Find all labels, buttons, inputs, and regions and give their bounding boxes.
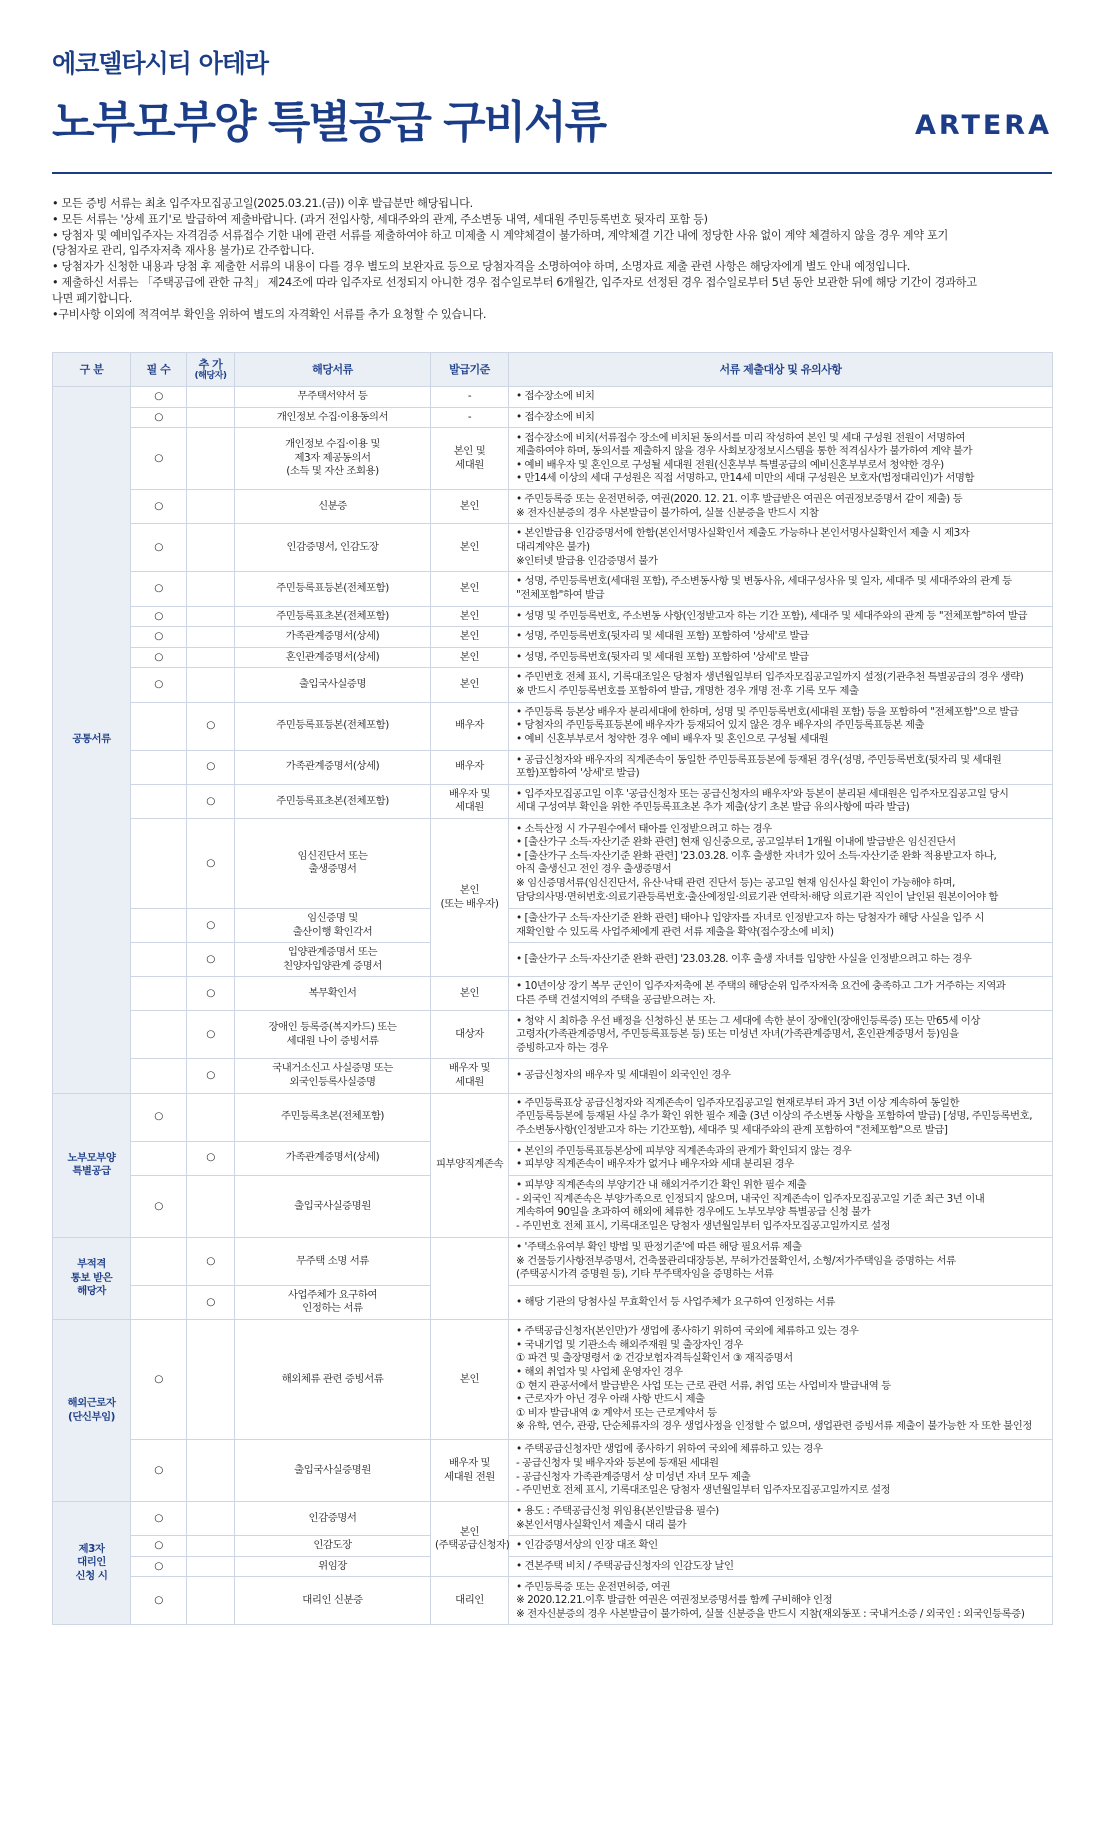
document-name: 장애인 등록증(복지카드) 또는 세대원 나이 증빙서류 [235,1011,431,1059]
additional-mark: ○ [187,750,235,784]
required-mark [131,977,187,1011]
additional-mark: ○ [187,977,235,1011]
page-subtitle: 에코델타시티 아테라 [52,49,269,78]
document-notes: • 입주자모집공고일 이후 '공급신청자 또는 공급신청자의 배우자'와 등본이 분리된 세대원은 입주자모집공고일 당시 세대 구성여부 확인을 위한 주민등록표초본 추가 제출(상기 초본 발급 유의사항에 따라 발급) [509,784,1053,818]
document-notes: • 주택공급신청자만 생업에 종사하기 위하여 국외에 체류하고 있는 경우 - 공급신청자 및 배우자와 등본에 등재된 세대원 - 공급신청자 가족관계증명서 상 미성년 자녀 모두 제출 - 주민번호 전체 표시, 기록대조일은 당첨자 생년월일부터 입주자모집공고일까지로 설정 [509,1440,1053,1502]
required-mark [131,1011,187,1059]
table-row [53,1556,1053,1577]
notice-item: • 모든 서류는 '상세 표기'로 발급하여 제출바랍니다. (과거 전입사항, 세대주와의 관계, 주소변동 내역, 세대원 주민등록번호 뒷자리 포함 등) [52,212,708,226]
document-notes: • 청약 시 최하층 우선 배정을 신청하신 분 또는 그 세대에 속한 분이 장애인(장애인등록증) 또는 만65세 이상 고령자(가족관계증명서, 주민등록표등본 등) 또는 미성년 자녀(가족관계증명서, 혼인관계증명서 등)임을 증빙하고자 하는 경우 [509,1011,1053,1059]
additional-mark [187,627,235,648]
header-standard: 발급기준 [431,353,509,387]
document-name: 주민등록표등본(전체포함) [235,702,431,750]
document-notes: • [출산가구 소득·자산기준 완화 관련] 태아나 입양자를 자녀로 인정받고자 하는 당첨자가 해당 사실을 입주 시 재확인할 수 있도록 사업주체에게 관련 서류 제출을 확약(접수장소에 비치) [509,908,1053,942]
required-mark [131,1237,187,1285]
header-category: 구 분 [53,353,131,387]
document-name: 복무확인서 [235,977,431,1011]
required-mark: ○ [131,490,187,524]
table-row [53,1093,1053,1141]
required-mark [131,818,187,908]
document-notes: • 접수장소에 비치 [509,387,1053,408]
header-notes: 서류 제출대상 및 유의사항 [509,353,1053,387]
table-row [53,627,1053,648]
table-row [53,572,1053,606]
issue-standard: 본인 [431,490,509,524]
table-row [53,524,1053,572]
document-name: 입양관계증명서 또는 친양자입양관계 증명서 [235,943,431,977]
additional-mark [187,1536,235,1557]
required-mark: ○ [131,627,187,648]
additional-mark: ○ [187,943,235,977]
issue-standard: - [431,407,509,428]
additional-mark: ○ [187,784,235,818]
table-row [53,977,1053,1011]
document-name: 가족관계증명서(상세) [235,750,431,784]
issue-standard: 배우자 및 세대원 전원 [431,1440,509,1502]
table-row [53,606,1053,627]
notice-item: • 제출하신 서류는 「주택공급에 관한 규칙」 제24조에 따라 입주자로 선정되지 아니한 경우 접수일로부터 6개월간, 입주자로 선정된 경우 접수일로부터 5년 동안 보관한 뒤에 해당 기간이 경과하고 [52,275,977,289]
document-name: 인감증명서 [235,1502,431,1536]
document-name: 주민등록표초본(전체포함) [235,606,431,627]
document-notes: • 공급신청자와 배우자의 직계존속이 동일한 주민등록표등본에 등재된 경우(성명, 주민등록번호(뒷자리 및 세대원 포함)포함하여 '상세'로 발급) [509,750,1053,784]
issue-standard: 본인 [431,627,509,648]
table-row [53,407,1053,428]
document-name: 개인정보 수집·이용 및 제3자 제공동의서 (소득 및 자산 조회용) [235,428,431,490]
table-row [53,1141,1053,1175]
document-notes: • 인감증명서상의 인장 대조 확인 [509,1536,1053,1557]
document-name: 무주택서약서 등 [235,387,431,408]
table-row [53,647,1053,668]
additional-mark [187,387,235,408]
document-notes: • 본인발급용 인감증명서에 한함(본인서명사실확인서 제출도 가능하나 본인서명사실확인서 제출 시 제3자 대리계약은 불가) ※인터넷 발급용 인감증명서 불가 [509,524,1053,572]
table-row [53,750,1053,784]
document-notes: • 주민등록증 또는 운전면허증, 여권 ※ 2020.12.21.이후 발급한 여권은 여권정보증명서를 함께 구비해야 인정 ※ 전자신분증의 경우 사본발급이 불가하여, 실물 신분증을 반드시 지참(재외동포 : 국내거소증 / 외국인 : 외국인등록증) [509,1577,1053,1625]
additional-mark [187,524,235,572]
additional-mark [187,1320,235,1440]
document-name: 대리인 신분증 [235,1577,431,1625]
additional-mark: ○ [187,1285,235,1319]
table-row [53,1502,1053,1536]
additional-mark [187,1093,235,1141]
table-row [53,908,1053,942]
table-row [53,1577,1053,1625]
required-mark: ○ [131,407,187,428]
document-notes: • 주민등록 등본상 배우자 분리세대에 한하며, 성명 및 주민등록번호(세대원 포함) 등을 포함하여 "전체포함"으로 발급 • 당첨자의 주민등록표등본에 배우자가 등재되어 있지 않은 경우 배우자의 주민등록표등본 제출 • 예비 신혼부부로서 청약한 경우 예비 배우자 및 혼인으로 구성될 세대원 [509,702,1053,750]
required-mark [131,1059,187,1093]
additional-mark [187,572,235,606]
issue-standard: 본인 및 세대원 [431,428,509,490]
table-row [53,490,1053,524]
required-mark: ○ [131,1440,187,1502]
document-notes: • 주민번호 전체 표시, 기록대조일은 당첨자 생년월일부터 입주자모집공고일까지 설정(기관추천 특별공급의 경우 생략) ※ 반드시 주민등록번호를 포함하여 발급, 개명한 경우 개명 전·후 기록 모두 제출 [509,668,1053,702]
table-row [53,1285,1053,1319]
issue-standard: 본인 (또는 배우자) [431,818,509,976]
required-mark: ○ [131,524,187,572]
table-row [53,702,1053,750]
document-notes: • 해당 기관의 당첨사실 무효확인서 등 사업주체가 요구하여 인정하는 서류 [509,1285,1053,1319]
issue-standard: 본인 [431,668,509,702]
required-mark: ○ [131,1577,187,1625]
document-name: 출입국사실증명원 [235,1440,431,1502]
header-divider [52,172,1052,174]
table-row [53,428,1053,490]
additional-mark [187,1440,235,1502]
table-row [53,1011,1053,1059]
issue-standard: 대상자 [431,1011,509,1059]
document-name: 출입국사실증명원 [235,1175,431,1237]
additional-mark: ○ [187,1011,235,1059]
required-mark: ○ [131,606,187,627]
document-notes: • 용도 : 주택공급신청 위임용(본인발급용 필수) ※본인서명사실확인서 제출시 대리 불가 [509,1502,1053,1536]
additional-mark [187,428,235,490]
additional-mark [187,1556,235,1577]
issue-standard [431,1237,509,1319]
issue-standard: - [431,387,509,408]
table-header-row [53,353,1053,387]
header-additional: 추 가 (해당자) [187,353,235,387]
notice-item: (당첨자로 관리, 입주자저축 재사용 불가)로 간주합니다. [52,244,315,258]
category-parent-support: 노부모부양 특별공급 [53,1093,131,1237]
document-name: 주민등록표초본(전체포함) [235,784,431,818]
required-mark: ○ [131,1175,187,1237]
required-mark: ○ [131,428,187,490]
additional-mark [187,1175,235,1237]
issue-standard: 배우자 [431,702,509,750]
required-mark: ○ [131,647,187,668]
document-name: 인감도장 [235,1536,431,1557]
additional-mark: ○ [187,1141,235,1175]
document-notes: • 접수장소에 비치 [509,407,1053,428]
additional-mark [187,1577,235,1625]
issue-standard: 배우자 및 세대원 [431,1059,509,1093]
required-mark: ○ [131,1556,187,1577]
document-name: 임신진단서 또는 출생증명서 [235,818,431,908]
table-row [53,1175,1053,1237]
table-row [53,668,1053,702]
document-notes: • 피부양 직계존속의 부양기간 내 해외거주기간 확인 위한 필수 제출 - 외국인 직계존속은 부양가족으로 인정되지 않으며, 내국인 직계존속이 입주자모집공고일 기준 최근 3년 이내 계속하여 90일을 초과하여 해외에 체류한 경우에도 노부모부양 특별공급 신청 불가 - 주민번호 전체 표시, 기록대조일은 당첨자 생년월일부터 입주자모집공고일까지로 설정 [509,1175,1053,1237]
additional-mark [187,1502,235,1536]
issue-standard: 본인 [431,524,509,572]
document-notes: • 접수장소에 비치(서류접수 장소에 비치된 동의서를 미리 작성하여 본인 및 세대 구성원 전원이 서명하여 제출하여야 하며, 동의서를 제출하지 않을 경우 사회보장정보시스템을 통한 적격심사가 불가하여 계약 불가 • 예비 배우자 및 혼인으로 구성될 세대원 전원(신혼부부 특별공급의 예비신혼부부로서 청약한 경우) • 만14세 이상의 세대 구성원은 직접 서명하고, 만14세 미만의 세대 구성원은 보호자(법정대리인)가 서명함 [509,428,1053,490]
document-notes: • 공급신청자의 배우자 및 세대원이 외국인인 경우 [509,1059,1053,1093]
document-name: 가족관계증명서(상세) [235,1141,431,1175]
document-name: 해외체류 관련 증빙서류 [235,1320,431,1440]
document-notes: • 주민등록표상 공급신청자와 직계존속이 입주자모집공고일 현재로부터 과거 3년 이상 계속하여 동일한 주민등록등본에 등재된 사실 추가 확인 위한 필수 제출 (3년 이상의 주소변동 사항을 포함하여 발급) [성명, 주민등록번호, 주소변동사항(인정받고자 하는 기간포함), 세대주 및 세대주와의 관계 포함하여 "전체포함"으로 발급] [509,1093,1053,1141]
required-mark: ○ [131,572,187,606]
required-mark: ○ [131,1093,187,1141]
notice-item: •구비사항 이외에 적격여부 확인을 위하여 별도의 자격확인 서류를 추가 요청할 수 있습니다. [52,307,487,321]
required-mark: ○ [131,1536,187,1557]
table-row [53,1059,1053,1093]
document-name: 출입국사실증명 [235,668,431,702]
additional-mark [187,647,235,668]
issue-standard: 본인 [431,606,509,627]
document-name: 사업주체가 요구하여 인정하는 서류 [235,1285,431,1319]
additional-mark: ○ [187,1237,235,1285]
document-name: 국내거소신고 사실증명 또는 외국인등록사실증명 [235,1059,431,1093]
notice-item: • 당첨자가 신청한 내용과 당첨 후 제출한 서류의 내용이 다를 경우 별도의 보완자료 등으로 당첨자격을 소명하여야 하며, 소명자료 제출 관련 사항은 해당자에게 별도 안내 예정입니다. [52,260,910,274]
issue-standard: 본인 [431,572,509,606]
table-row [53,1440,1053,1502]
document-table [52,352,1053,1625]
required-mark [131,908,187,942]
brand-logo: ARTERA [914,110,1052,141]
notice-item: • 당첨자 및 예비입주자는 자격검증 서류접수 기한 내에 관련 서류를 제출하여야 하고 미제출 시 계약체결이 불가하며, 계약체결 기간 내에 정당한 사유 없이 계약 체결하지 않을 경우 계약 포기 [52,228,949,242]
additional-mark [187,490,235,524]
required-mark [131,750,187,784]
required-mark: ○ [131,668,187,702]
document-name: 주민등록초본(전체포함) [235,1093,431,1141]
document-notes: • 견본주택 비치 / 주택공급신청자의 인감도장 날인 [509,1556,1053,1577]
category-overseas-worker: 해외근로자 (단신부임) [53,1320,131,1502]
required-mark [131,943,187,977]
document-notes: • 10년이상 장기 복무 군인이 입주자저축에 본 주택의 해당순위 입주자저축 요건에 충족하고 그가 거주하는 지역과 다른 주택 건설지역의 주택을 공급받으려는 자. [509,977,1053,1011]
document-name: 혼인관계증명서(상세) [235,647,431,668]
additional-mark [187,668,235,702]
category-proxy: 제3자 대리인 신청 시 [53,1502,131,1625]
issue-standard: 본인 [431,647,509,668]
notice-item: 나면 폐기합니다. [52,291,133,305]
document-notes: • 성명, 주민등록번호(세대원 포함), 주소변동사항 및 변동사유, 세대구성사유 및 일자, 세대주 및 세대주와의 관계 등 "전체포함"하여 발급 [509,572,1053,606]
required-mark: ○ [131,1320,187,1440]
additional-mark: ○ [187,818,235,908]
additional-mark [187,606,235,627]
additional-mark: ○ [187,908,235,942]
document-name: 임신증명 및 출산이행 확인각서 [235,908,431,942]
document-notes: • '주택소유여부 확인 방법 및 판정기준'에 따른 해당 필요서류 제출 ※ 건물등기사항전부증명서, 건축물관리대장등본, 무허가건물확인서, 소형/저가주택임을 증명하는 서류 (주택공시가격 증명원 등), 기타 무주택자임을 증명하는 서류 [509,1237,1053,1285]
document-name: 개인정보 수집·이용동의서 [235,407,431,428]
additional-mark: ○ [187,1059,235,1093]
issue-standard: 대리인 [431,1577,509,1625]
page-title: 노부모부양 특별공급 구비서류 [52,97,606,148]
table-row [53,1237,1053,1285]
required-mark [131,702,187,750]
required-mark: ○ [131,387,187,408]
document-notes: • 성명, 주민등록번호(뒷자리 및 세대원 포함) 포함하여 '상세'로 발급 [509,647,1053,668]
document-name: 주민등록표등본(전체포함) [235,572,431,606]
document-notes: • [출산가구 소득·자산기준 완화 관련] '23.03.28. 이후 출생 자녀를 입양한 사실을 인정받으려고 하는 경우 [509,943,1053,977]
issue-standard: 본인 [431,1320,509,1440]
additional-mark [187,407,235,428]
issue-standard: 배우자 및 세대원 [431,784,509,818]
header-required: 필 수 [131,353,187,387]
required-mark [131,1141,187,1175]
document-name: 인감증명서, 인감도장 [235,524,431,572]
document-notes: • 성명, 주민등록번호(뒷자리 및 세대원 포함) 포함하여 '상세'로 발급 [509,627,1053,648]
notice-item: • 모든 증빙 서류는 최초 입주자모집공고일(2025.03.21.(금)) 이후 발급분만 해당됩니다. [52,197,473,210]
category-common: 공통서류 [53,387,131,1094]
document-notes: • 본인의 주민등록표등본상에 피부양 직계존속과의 관계가 확인되지 않는 경우 • 피부양 직계존속이 배우자가 없거나 배우자와 세대 분리된 경우 [509,1141,1053,1175]
required-mark [131,1285,187,1319]
table-row [53,818,1053,908]
notice-list [52,196,1052,322]
document-name: 무주택 소명 서류 [235,1237,431,1285]
table-row [53,784,1053,818]
document-name: 신분증 [235,490,431,524]
issue-standard: 피부양직계존속 [431,1093,509,1237]
issue-standard: 배우자 [431,750,509,784]
required-mark: ○ [131,1502,187,1536]
table-row [53,1536,1053,1557]
document-notes: • 소득산정 시 가구원수에서 태아를 인정받으려고 하는 경우 • [출산가구 소득·자산기준 완화 관련] 현재 임신중으로, 공고일부터 1개월 이내에 발급받은 임신진단서 • [출산가구 소득·자산기준 완화 관련] '23.03.28. 이후 출생한 자녀가 있어 소득·자산기준 완화 적용받고자 하나, 아직 출생신고 전인 경우 출생증명서 ※ 임신증명서류(임신진단서, 유산·낙태 관련 진단서 등)는 공고일 현재 임신사실 확인이 가능해야 하며, 담당의사명·면허번호·의료기관등록번호·출산예정일·의료기관 연락처·해당 의료기관 직인이 날인된 원본이어야 함 [509,818,1053,908]
table-row [53,1320,1053,1440]
issue-standard: 본인 (주택공급신청자) [431,1502,509,1577]
additional-mark: ○ [187,702,235,750]
issue-standard: 본인 [431,977,509,1011]
document-name: 위임장 [235,1556,431,1577]
category-ineligible: 부적격 통보 받은 해당자 [53,1237,131,1319]
document-notes: • 주택공급신청자(본인만)가 생업에 종사하기 위하여 국외에 체류하고 있는 경우 • 국내기업 및 기관소속 해외주재원 및 출장자인 경우 ① 파견 및 출장명령서 ② 건강보험자격득실확인서 ③ 재직증명서 • 해외 취업자 및 사업체 운영자인 경우 ① 현지 관공서에서 발급받은 사업 또는 근로 관련 서류, 취업 또는 사업비자 발급내역 등 • 근로자가 아닌 경우 아래 사항 반드시 제출 ① 비자 발급내역 ② 계약서 또는 근로계약서 등 ※ 유학, 연수, 관광, 단순체류자의 경우 생업사정을 인정할 수 없으며, 생업관련 증빙서류 제출이 불가능한 자 또한 불인정 [509,1320,1053,1440]
required-mark [131,784,187,818]
table-row [53,943,1053,977]
document-notes: • 주민등록증 또는 운전면허증, 여권(2020. 12. 21. 이후 발급받은 여권은 여권정보증명서 같이 제출) 등 ※ 전자신분증의 경우 사본발급이 불가하여, 실물 신분증을 반드시 지참 [509,490,1053,524]
document-notes: • 성명 및 주민등록번호, 주소변동 사항(인정받고자 하는 기간 포함), 세대주 및 세대주와의 관계 등 "전체포함"하여 발급 [509,606,1053,627]
table-row [53,387,1053,408]
page-header [52,44,1052,154]
header-document: 해당서류 [235,353,431,387]
document-name: 가족관계증명서(상세) [235,627,431,648]
